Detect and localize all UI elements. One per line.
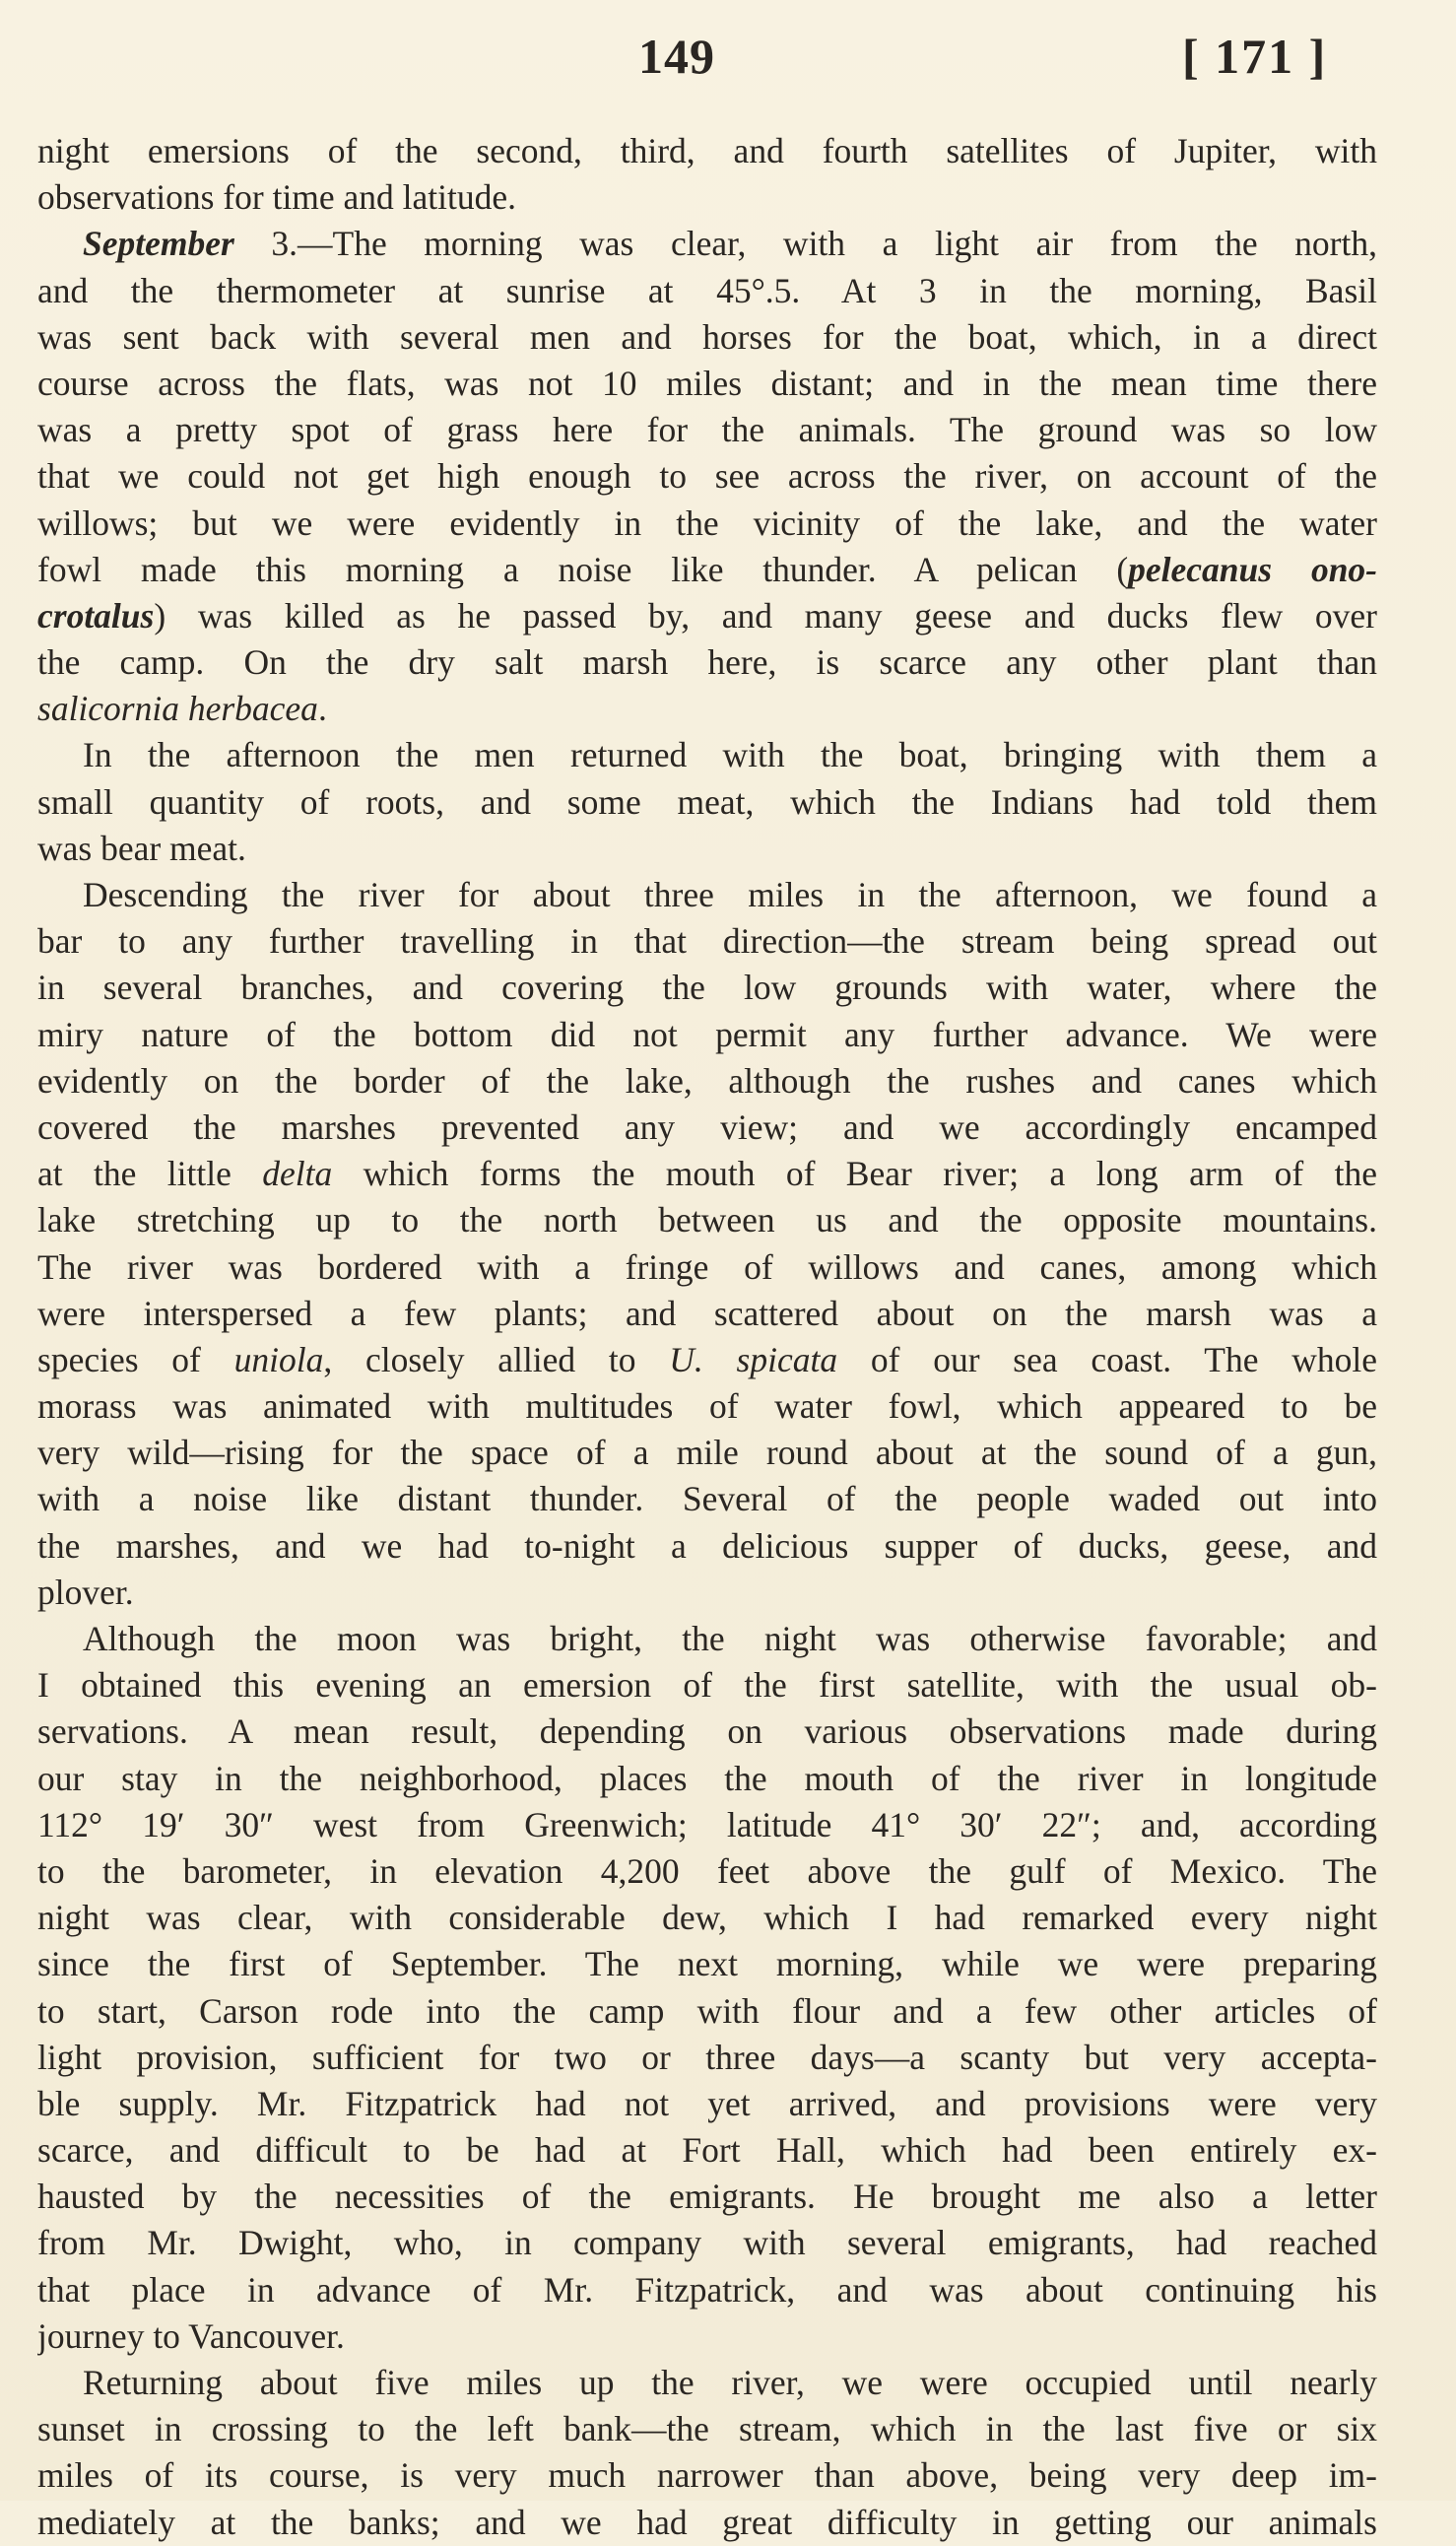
text-segment: plover. — [37, 1572, 134, 1612]
text-line — [37, 501, 1377, 547]
text-line — [37, 1662, 1377, 1708]
text-segment: In the afternoon the men returned with the boat, bringing with them a — [83, 735, 1377, 775]
text-line — [37, 1802, 1377, 1848]
emphasized-text: delta — [262, 1154, 333, 1194]
text-line — [37, 1616, 1377, 1662]
text-segment: journey to Vancouver. — [37, 2315, 345, 2356]
text-line — [37, 2267, 1377, 2313]
text-segment: willows; but we were evidently in the vicinity of the lake, and the water — [37, 502, 1377, 543]
text-segment: the marshes, and we had to-night a delicious supper of ducks, geese, and — [37, 1525, 1377, 1566]
text-line — [37, 1105, 1377, 1151]
text-segment: that place in advance of Mr. Fitzpatrick, and was about continuing his — [37, 2269, 1377, 2310]
text-segment: , closely allied to — [323, 1339, 670, 1379]
text-segment: lake stretching up to the north between us and the opposite mountains. — [37, 1200, 1377, 1240]
text-line — [37, 1151, 1377, 1197]
text-line — [37, 593, 1377, 639]
emphasized-text: September — [83, 224, 234, 264]
text-line — [37, 361, 1377, 407]
text-segment: species of — [37, 1339, 234, 1379]
text-segment: and the thermometer at sunrise at 45°.5. At 3 in the morning, Basil — [37, 270, 1377, 310]
emphasized-text: salicornia herbacea — [37, 689, 318, 729]
text-segment: Descending the river for about three miles in the afternoon, we found a — [83, 875, 1377, 914]
text-segment: hausted by the necessities of the emigrants. He brought me also a letter — [37, 2177, 1377, 2217]
text-segment: mediately at the banks; and we had great difficulty in getting our animals — [37, 2502, 1377, 2542]
text-line — [37, 2174, 1377, 2220]
text-segment: observations for time and latitude. — [37, 177, 517, 218]
text-segment: was sent back with several men and horses for the boat, which, in a direct — [37, 316, 1377, 357]
emphasized-text: uniola — [233, 1339, 324, 1379]
text-segment: course across the flats, was not 10 miles distant; and in the mean time there — [37, 363, 1377, 403]
text-line — [37, 547, 1377, 593]
text-line — [37, 1430, 1377, 1476]
text-segment: Returning about five miles up the river, we were occupied until nearly — [83, 2363, 1377, 2402]
text-segment: ) was killed as he passed by, and many geese and ducks flew over — [154, 595, 1377, 636]
text-line — [37, 2313, 1377, 2360]
text-segment: to the barometer, in elevation 4,200 feet above the gulf of Mexico. The — [37, 1850, 1377, 1891]
text-line — [37, 1523, 1377, 1570]
text-line — [37, 314, 1377, 361]
text-segment: of our sea coast. The whole — [837, 1339, 1377, 1379]
running-head — [0, 28, 1456, 91]
text-line — [37, 128, 1377, 174]
text-segment: to start, Carson rode into the camp with flour and a few other articles of — [37, 1990, 1377, 2031]
text-segment: servations. A mean result, depending on various observations made during — [37, 1711, 1377, 1752]
text-line — [37, 2081, 1377, 2127]
text-line — [37, 732, 1377, 778]
text-line — [37, 2220, 1377, 2266]
text-line — [37, 1291, 1377, 1337]
body-text — [37, 128, 1377, 2546]
text-line — [37, 918, 1377, 965]
text-line — [37, 2360, 1377, 2406]
text-line — [37, 1383, 1377, 1430]
text-segment: small quantity of roots, and some meat, which the Indians had told them — [37, 781, 1377, 822]
text-line — [37, 1244, 1377, 1291]
text-line — [37, 2035, 1377, 2081]
text-line — [37, 1197, 1377, 1243]
text-line — [37, 639, 1377, 686]
text-segment: at the little — [37, 1154, 263, 1194]
text-segment: that we could not get high enough to see across the river, on account of the — [37, 456, 1377, 497]
text-segment: sunset in crossing to the left bank—the stream, which in the last five or six — [37, 2409, 1377, 2449]
text-line — [37, 1708, 1377, 1755]
text-segment: light provision, sufficient for two or three days—a scanty but very accepta- — [37, 2037, 1377, 2077]
text-segment: in several branches, and covering the low grounds with water, where the — [37, 968, 1377, 1008]
text-line — [37, 1012, 1377, 1058]
text-segment: with a noise like distant thunder. Several of the people waded out into — [37, 1479, 1377, 1519]
text-segment: covered the marshes prevented any view; and we accordingly encamped — [37, 1106, 1377, 1147]
text-line — [37, 686, 1377, 732]
text-line — [37, 1848, 1377, 1895]
text-line — [37, 2406, 1377, 2452]
text-segment: evidently on the border of the lake, although the rushes and canes which — [37, 1060, 1377, 1101]
text-line — [37, 268, 1377, 314]
text-segment: 112° 19′ 30″ west from Greenwich; latitude 41° 30′ 22″; and, according — [37, 1804, 1377, 1844]
text-segment: bar to any further travelling in that direction—the stream being spread out — [37, 921, 1377, 962]
text-line — [37, 2127, 1377, 2174]
text-segment: Although the moon was bright, the night was otherwise favorable; and — [83, 1619, 1377, 1658]
text-line — [37, 453, 1377, 500]
text-segment: miles of its course, is very much narrower than above, being very deep im- — [37, 2455, 1377, 2496]
text-segment: The river was bordered with a fringe of willows and canes, among which — [37, 1246, 1377, 1287]
text-segment: miry nature of the bottom did not permit any further advance. We were — [37, 1014, 1377, 1054]
text-line — [37, 2500, 1377, 2546]
text-line — [37, 174, 1377, 221]
emphasized-text: pelecanus ono- — [1128, 549, 1377, 589]
text-segment: . — [317, 689, 327, 729]
text-line — [37, 872, 1377, 918]
text-segment: since the first of September. The next morning, while we were preparing — [37, 1944, 1377, 1984]
text-line — [37, 1058, 1377, 1105]
emphasized-text: U. spicata — [669, 1339, 838, 1379]
text-segment: were interspersed a few plants; and scattered about on the marsh was a — [37, 1293, 1377, 1333]
text-segment: I obtained this evening an emersion of the first satellite, with the usual ob- — [37, 1665, 1377, 1706]
text-segment: our stay in the neighborhood, places the mouth of the river in longitude — [37, 1758, 1377, 1798]
page-number: 149 — [638, 29, 715, 84]
text-segment: the camp. On the dry salt marsh here, is scarce any other plant than — [37, 642, 1377, 683]
text-segment: night emersions of the second, third, and fourth satellites of Jupiter, with — [37, 131, 1377, 170]
text-line — [37, 1476, 1377, 1522]
text-segment: night was clear, with considerable dew, which I had remarked every night — [37, 1898, 1377, 1938]
emphasized-text: crotalus — [37, 595, 155, 636]
text-line — [37, 1756, 1377, 1802]
text-segment: fowl made this morning a noise like thunder. A pelican ( — [37, 549, 1129, 589]
text-segment: very wild—rising for the space of a mile round about at the sound of a gun, — [37, 1433, 1377, 1473]
text-line — [37, 1941, 1377, 1987]
text-line — [37, 1988, 1377, 2035]
text-segment: from Mr. Dwight, who, in company with several emigrants, had reached — [37, 2223, 1377, 2263]
text-line — [37, 965, 1377, 1011]
text-line — [37, 407, 1377, 453]
original-page-number: [ 171 ] — [1182, 29, 1328, 84]
text-line — [37, 826, 1377, 872]
text-line — [37, 779, 1377, 826]
text-line — [37, 221, 1377, 267]
text-segment: ble supply. Mr. Fitzpatrick had not yet arrived, and provisions were very — [37, 2083, 1377, 2123]
text-line — [37, 1337, 1377, 1383]
text-segment: morass was animated with multitudes of water fowl, which appeared to be — [37, 1386, 1377, 1427]
text-line — [37, 1895, 1377, 1941]
text-segment: 3.—The morning was clear, with a light air from the north, — [233, 224, 1377, 264]
text-segment: scarce, and difficult to be had at Fort Hall, which had been entirely ex- — [37, 2130, 1377, 2171]
text-line — [37, 1570, 1377, 1616]
text-line — [37, 2452, 1377, 2499]
text-segment: was bear meat. — [37, 828, 246, 868]
text-segment: was a pretty spot of grass here for the animals. The ground was so low — [37, 410, 1377, 450]
text-segment: which forms the mouth of Bear river; a long arm of the — [332, 1154, 1377, 1194]
